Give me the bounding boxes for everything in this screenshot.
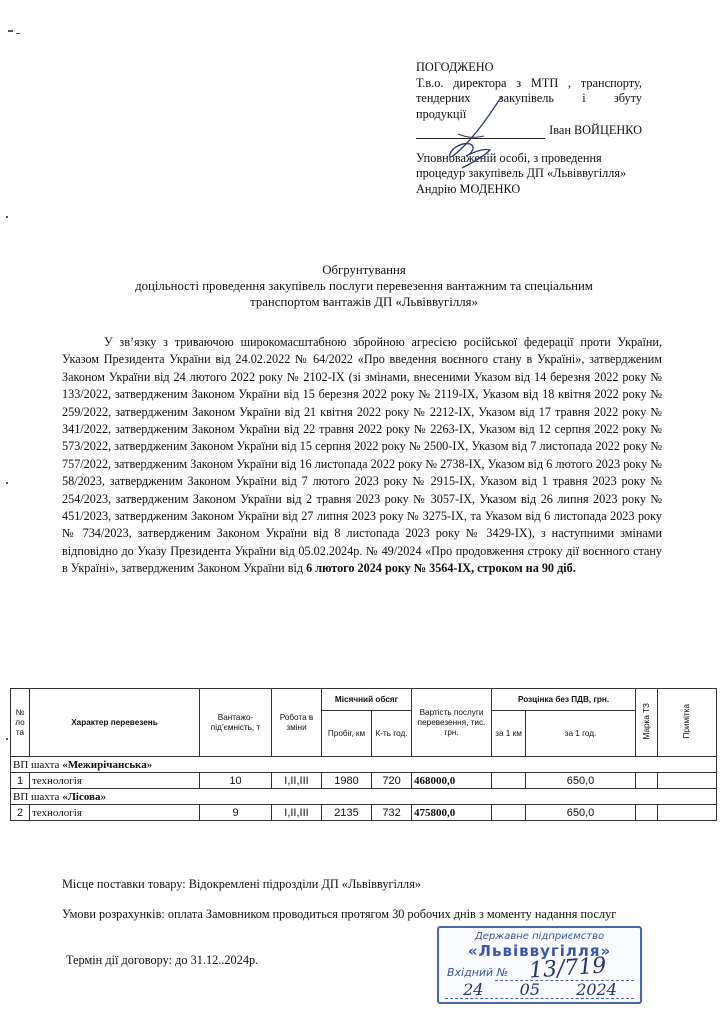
stamp-incoming-label: Вхідний № <box>447 966 509 979</box>
header-monthly-volume: Місячний обсяг <box>322 689 412 711</box>
header-mileage: Пробіг, км <box>322 711 372 757</box>
cell-hours: 720 <box>372 773 412 789</box>
stamp-org-type: Державне підприємство <box>474 931 605 942</box>
title-line: транспортом вантажів ДП «Львіввугілля» <box>250 295 478 309</box>
approval-position-line: Т.в.о. директора з МТП , транспорту, <box>416 75 642 90</box>
cell-shift: І,ІІ,ІІІ <box>272 773 322 789</box>
cell-nature: технологія <box>30 805 200 821</box>
paragraph-text: У зв’язку з триваючою широкомасштабною збройною агресією російської федерації проти України, Указом Президента України від 24.02.2022 № 64/2022 «Про введення воєнного стану в Україні», затвердженим Законом України від 24 лютого 2022 року № 2102-IX (зі змінами, внесеними Указом від 14 березня 2022 року № 133/2022, затвердженим Законом України від 15 березня 2022 року № 2119-IX, Указом від 18 квітня 2022 року № 259/2022, затвердженим Законом України від 21 квітня 2022 року № 2212-IX, Указом від 17 травня 2022 року № 341/2022, затвердженим Законом України від 22 травня 2022 року № 2263-IX, Указом від 12 серпня 2022 року № 573/2022, затвердженим Законом України від 15 серпня 2022 року № 2500-IX, Указом від 7 листопада 2022 року № 757/2022, затвердженим Законом України від 16 листопада 2022 року № 2738-IX, Указом від 6 лютого 2023 року № 58/2023, затвердженим Законом України від 7 лютого 2023 року № 2915-IX, Указом від 1 травня 2023 року № 254/2023, затвердженим Законом України від 2 травня 2023 року № 3057-IX, Указом від 26 липня 2023 року № 451/2023, затвердженим Законом України від 27 липня 2023 року № 3275-IX, та Указом від 6 листопада 2023 року № 734/2023, затвердженим Законом України від 8 листопада 2023 року № 3429-IX), з наступними змінами відповідно до Указу Президента України від 05.02.2024р. № 49/2024 «Про продовження строку дії воєнного стану в Україні», затвердженим Законом України від <box>62 335 662 576</box>
title-line: доцільності проведення закупівель послуги перевезення вантажним та спеціальним <box>135 279 593 293</box>
delivery-place: Місце поставки товару: Відокремлені підрозділи ДП «Львіввугілля» <box>62 877 421 891</box>
cell-nature: технологія <box>30 773 200 789</box>
cell-mileage: 2135 <box>322 805 372 821</box>
payment-terms: Умови розрахунків: оплата Замовником проводиться протягом 30 робочих днів з моменту надання послуг <box>62 907 617 921</box>
header-rate: Розцінка без ПДВ, грн. <box>492 689 636 711</box>
scan-mark <box>16 33 20 34</box>
site-cell <box>11 757 717 773</box>
paragraph-bold-tail: 6 лютого 2024 року № 3564-IX, строком на 90 діб. <box>306 561 576 576</box>
scan-mark <box>6 482 8 484</box>
cell-note <box>658 773 717 789</box>
cell-per-hour: 650,0 <box>526 805 636 821</box>
header-nature: Характер перевезень <box>30 689 200 757</box>
cell-capacity: 9 <box>200 805 272 821</box>
cell-per-km <box>492 805 526 821</box>
header-lot: № ло та <box>11 689 30 757</box>
cell-brand <box>636 805 658 821</box>
header-brand-text: Марка ТЗ <box>641 702 651 740</box>
cell-per-km <box>492 773 526 789</box>
header-hours: К-ть год. <box>372 711 412 757</box>
stamp-dashed-line <box>445 998 634 999</box>
transport-services-table <box>10 688 717 821</box>
document-title <box>60 262 668 310</box>
cell-note <box>658 805 717 821</box>
cell-per-hour: 650,0 <box>526 773 636 789</box>
cell-lot: 1 <box>11 773 30 789</box>
site-row <box>11 789 717 805</box>
contract-term: Термін дії договору: до 31.12..2024р. <box>66 953 259 967</box>
cell-capacity: 10 <box>200 773 272 789</box>
scan-mark <box>6 738 8 740</box>
approval-position-line: продукції <box>416 106 467 121</box>
title-line: Обгрунтування <box>322 263 406 277</box>
site-prefix: ВП шахта <box>13 758 63 771</box>
incoming-registration-stamp <box>437 926 642 1004</box>
addressee-line: Уповноваженій особі, з проведення <box>416 150 602 165</box>
site-row <box>11 757 717 773</box>
incoming-year: 2024 <box>576 980 617 999</box>
table-row <box>11 805 717 821</box>
header-note-text: Примітка <box>682 703 692 739</box>
site-prefix: ВП шахта <box>13 790 63 803</box>
approval-position-line: тендерних закупівель і збуту <box>416 91 642 105</box>
justification-paragraph <box>62 334 662 578</box>
header-note <box>658 689 717 757</box>
handwritten-signature <box>444 94 506 170</box>
stamp-org-name: «Львіввугілля» <box>467 942 612 960</box>
header-capacity: Вантажо-під’ємність, т <box>200 689 272 757</box>
table-row <box>11 773 717 789</box>
site-name: «Лісова» <box>62 790 106 803</box>
cell-lot: 2 <box>11 805 30 821</box>
incoming-month: 05 <box>519 980 540 999</box>
incoming-date <box>445 980 635 999</box>
cell-shift: І,ІІ,ІІІ <box>272 805 322 821</box>
scan-mark <box>8 30 13 32</box>
approver-name: Іван ВОЙЦЕНКО <box>549 123 642 137</box>
header-shift: Робота в зміни <box>272 689 322 757</box>
header-cost: Вартість послуги перевезення, тис. грн. <box>412 689 492 757</box>
cell-brand <box>636 773 658 789</box>
scan-mark <box>6 216 8 218</box>
incoming-day: 24 <box>463 980 484 999</box>
approval-heading: ПОГОДЖЕНО <box>416 60 494 74</box>
header-per-hour: за 1 год. <box>526 711 636 757</box>
header-per-km: за 1 км <box>492 711 526 757</box>
site-name: «Межирічанська» <box>62 758 153 771</box>
cell-cost: 468000,0 <box>412 773 492 789</box>
addressee-line: процедур закупівель ДП «Львіввугілля» <box>416 166 627 180</box>
cell-mileage: 1980 <box>322 773 372 789</box>
site-cell <box>11 789 717 805</box>
cell-cost: 475800,0 <box>412 805 492 821</box>
header-brand <box>636 689 658 757</box>
addressee-name: Андрію МОДЕНКО <box>416 181 521 196</box>
cell-hours: 732 <box>372 805 412 821</box>
incoming-number: 13/719 <box>528 953 608 984</box>
